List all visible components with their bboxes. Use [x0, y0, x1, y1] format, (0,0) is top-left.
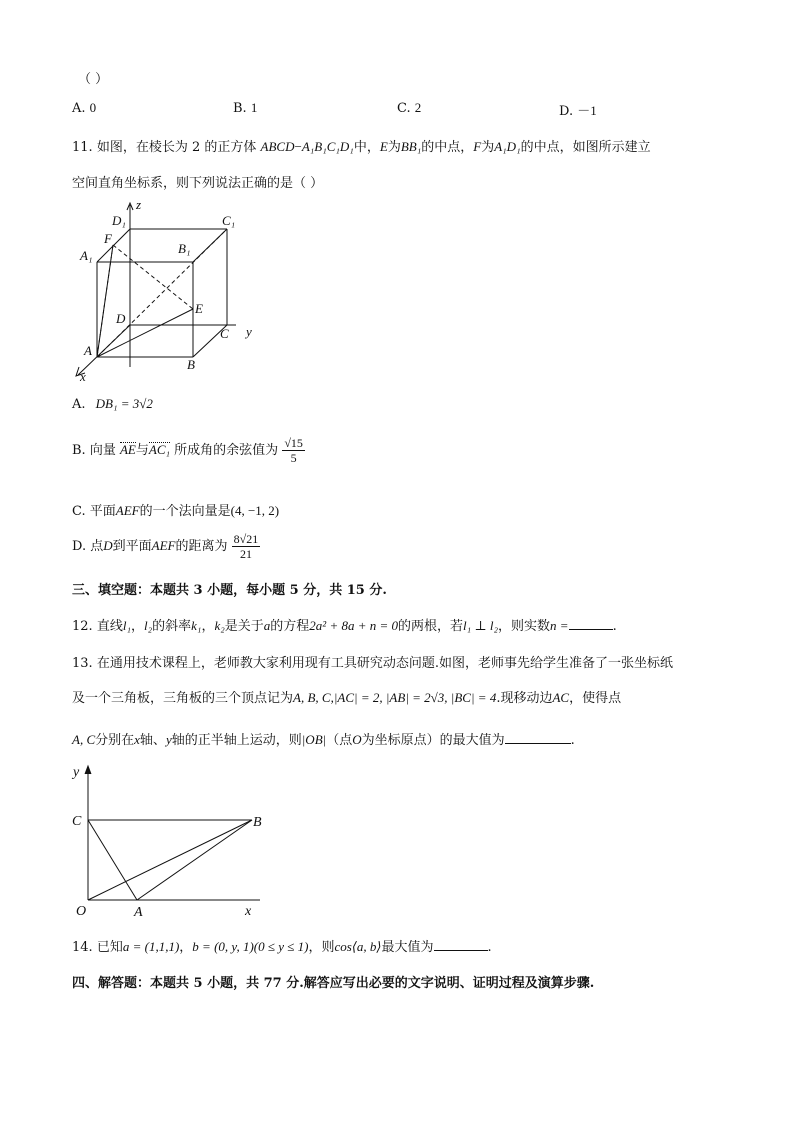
q10-option-c	[397, 100, 421, 116]
label-b: B	[253, 815, 262, 830]
option-value: －1	[577, 103, 597, 118]
q11-line-2: 空间直角坐标系，则下列说法正确的是（ ）	[72, 176, 324, 191]
q11-line-1: 11. 如图，在棱长为 2 的正方体 ABCD−A₁B₁C₁D₁中，E为BB₁的中点，F为A₁D₁的中点，如图所示建立	[72, 139, 651, 155]
option-label: B.	[233, 101, 247, 116]
label-a: A	[84, 343, 92, 358]
q10-option-a	[72, 100, 96, 116]
option-label: A.	[72, 101, 86, 116]
answer-blank	[434, 938, 488, 951]
answer-blank	[505, 731, 571, 744]
option-value: 1	[250, 100, 258, 115]
vector-ae: AE	[119, 442, 136, 457]
label-o: O	[76, 904, 87, 919]
option-value: 0	[89, 100, 97, 115]
section-3-heading: 三、填空题：本题共 3 小题，每小题 5 分，共 15 分.	[72, 583, 387, 598]
label-z: z	[136, 197, 142, 212]
label-f: F	[104, 231, 112, 246]
option-label: D.	[559, 104, 574, 119]
q13-line-2: 及一个三角板，三角板的三个顶点记为A, B, C,|AC| = 2, |AB| = 2√3, |BC| = 4.现移动边AC，使得点	[72, 690, 622, 706]
y-arrow	[85, 766, 91, 774]
q13-line-3: A, C分别在x轴、y轴的正半轴上运动，则|OB|（点O为坐标原点）的最大值为 .	[72, 732, 575, 748]
option-label: C.	[397, 101, 411, 116]
section-4-heading: 四、解答题：本题共 5 小题，共 77 分.解答应写出必要的文字说明、证明过程及演算步骤.	[72, 976, 595, 991]
label-d1: D₁	[112, 213, 126, 228]
label-c1: C₁	[222, 213, 236, 228]
fraction-8sqrt21-over-21: $\frac{8√21}{21}$	[233, 532, 259, 561]
label-a: A	[134, 905, 143, 920]
label-b: B	[187, 357, 195, 372]
label-y: y	[73, 765, 80, 780]
q10-option-b	[233, 100, 257, 116]
side-ab	[137, 820, 252, 900]
fraction-sqrt15-over-5: $\frac{√15}{5}$	[284, 436, 303, 465]
q11-option-a: A. DB₁ = 3√2	[72, 396, 153, 412]
q10-option-d	[559, 100, 597, 119]
q14-text: 14. 已知a = (1,1,1)，b = (0, y, 1)(0 ≤ y ≤ 1)，则cos⟨a, b⟩最大值为 .	[72, 939, 492, 955]
q11-option-d: D. 点D到平面AEF的距离为 $\frac{8√21}{21}$	[72, 532, 259, 561]
vector-ac1: AC₁	[148, 442, 171, 457]
label-c: C	[72, 814, 82, 829]
label-x: x	[80, 369, 86, 384]
q11-option-b: B. 向量 AE与AC₁ 所成角的余弦值为 $\frac{√15}{5}$	[72, 436, 303, 465]
segment-ae	[97, 309, 193, 357]
label-x: x	[245, 904, 252, 919]
normal-vector: (4, −1, 2)	[230, 503, 280, 518]
q13-line-1: 13. 在通用技术课程上，老师教大家利用现有工具研究动态问题.如图，老师事先给学生准备了一张坐标纸	[72, 656, 673, 671]
option-a-expr: DB₁ = 3√2	[95, 396, 153, 411]
triangle-figure	[70, 758, 270, 923]
option-value: 2	[414, 100, 422, 115]
q11-option-c: C. 平面AEF的一个法向量是(4, −1, 2)	[72, 503, 280, 519]
q10-paren: （ ）	[78, 72, 109, 87]
label-y: y	[246, 324, 252, 339]
label-c: C	[220, 326, 229, 341]
label-a1: A₁	[80, 248, 93, 263]
label-d: D	[116, 311, 126, 326]
q11-number: 11.	[72, 140, 93, 155]
label-e: E	[195, 301, 203, 316]
answer-blank	[569, 617, 613, 630]
label-b1: B₁	[178, 241, 191, 256]
q12-text: 12. 直线l₁，l₂的斜率k₁，k₂是关于a的方程2a² + 8a + n = 0的两根，若l₁ ⊥ l₂，则实数n = .	[72, 618, 617, 634]
cube-figure	[70, 195, 270, 385]
